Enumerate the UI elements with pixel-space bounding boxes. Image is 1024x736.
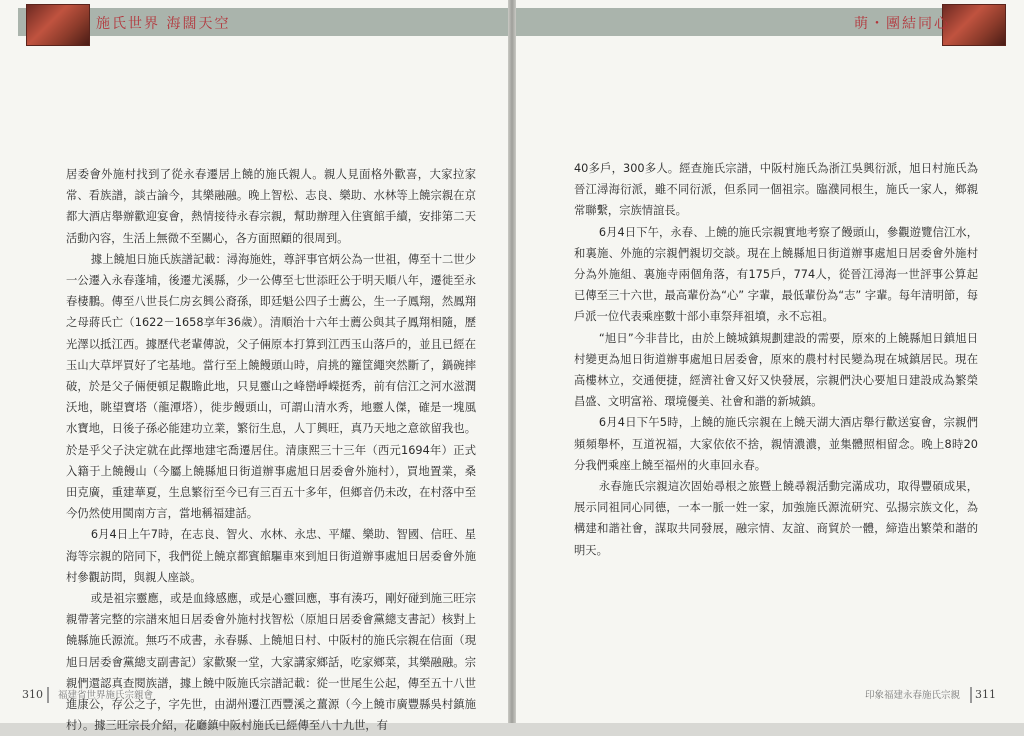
right-header-photo xyxy=(942,4,1006,46)
left-header-title: 施氏世界 海闊天空 xyxy=(96,16,231,32)
right-footer-rule xyxy=(970,687,972,703)
left-page xyxy=(0,0,508,733)
left-footer-rule xyxy=(47,687,49,703)
right-paragraph-3: “旭日”今非昔比，由於上饒城鎮規劃建設的需要，原來的上饒縣旭日鎮旭日村變更為旭日街道辦事處旭日居委會，原來的農村村民變為現在城鎮居民。現在高樓林立，交通便捷，經濟社會又好又快發展，宗親們決心要旭日建設成為繁榮昌盛、文明富裕、環境優美、社會和諧的新城鎮。 xyxy=(574,331,978,409)
left-footer-tag: 福建省世界施氏宗親會 xyxy=(58,690,154,701)
right-page-number: 311 xyxy=(975,688,996,701)
right-paragraph-1: 40多戶，300多人。經查施氏宗譜，中阪村施氏為浙江吳興衍派，旭日村施氏為晉江潯海衍派，雖不同衍派，但系同一個祖宗。臨濮同根生，施氏一家人，鄉親常聯繫，宗族情誼長。 xyxy=(574,162,978,218)
left-header-photo xyxy=(26,4,90,46)
left-footer xyxy=(22,687,159,703)
left-body-text xyxy=(66,164,476,736)
right-paragraph-2: 6月4日下午，永春、上饒的施氏宗親實地考察了饅頭山，參觀遊覽信江水，和裏施、外施的宗親們親切交談。現在上饒縣旭日街道辦事處旭日居委會外施村分為外施組、裏施寺兩個角落，有175戶，774人，從晉江潯海一世評事公算起已傳至三十六世，最高輩份為“心” 字輩，最低輩份為“志” 字輩。每年清明節，每戶派一位代表乘座數十部小車祭拜祖墳，永不忘祖。 xyxy=(574,225,978,324)
right-page xyxy=(516,0,1024,723)
right-header-title: 萌・團結同心 xyxy=(854,16,950,32)
right-footer xyxy=(859,687,996,703)
right-paragraph-5: 永春施氏宗親這次固始尋根之旅暨上饒尋親活動完滿成功，取得豐碩成果，展示同祖同心同德，一本一脈一姓一家，加強施氏源流研究、弘揚宗族文化，為構建和諧社會，謀取共同發展，融宗情、友誼、商貿於一體，締造出繁榮和諧的明天。 xyxy=(574,480,978,557)
left-paragraph-2: 據上饒旭日施氏族譜記載：潯海施姓，尊評事官炳公為一世祖，傳至十二世少一公遷入永春蓬埔，後遷尤溪縣，少一公傳至七世添旺公于明天順八年，遷徙至永春棲鵬。傳至八世長仁房玄興公裔孫，即廷魁公四子士薦公，生一子鳳翔，然鳳翔之母蔣氏亡（1622－1658享年36歲）。清順治十六年士薦公與其子鳳翔相隨，歷光澤以抵江西。據歷代老輩傳說，父子倆原本打算到江西玉山落戶的，並且已經在玉山大草坪買好了宅基地。當行至上饒饅頭山時，肩挑的籮筐繩突然斷了，鍋碗摔破，於是父子倆便頓足觀瞻此地，只見靈山之峰巒崢嶸挺秀，前有信江之河水滋潤沃地，眺望寶塔（龍潭塔），徙步饅頭山，可謂山清水秀，地靈人傑，確是一塊風水寶地，日後子孫必能建功立業，繁衍生息，人丁興旺，真乃天地之意欲留我也。於是乎父子決定就在此擇地建宅喬遷居住。清康熙三十三年（西元1694年）正式入籍于上饒饅山（今屬上饒縣旭日街道辦事處旭日居委會外施村），買地置業，桑田克廣，重建華夏，生息繁衍至今已有三百五十多年，但鄉音仍未改，在村落中至今仍然使用閩南方言，當地稱福建話。 xyxy=(66,252,476,521)
left-paragraph-1: 居委會外施村找到了從永春遷居上饒的施氏親人。親人見面格外歡喜，大家拉家常、看族譜，談古論今，其樂融融。晚上智松、志良、樂助、水林等上饒宗親在京都大酒店舉辦歡迎宴會，熱情接待永春宗親，幫助辦理入住賓館手續，安排第二天活動內容，生活上無微不至關心，各方面照顧的很周到。 xyxy=(66,168,476,245)
right-body-text xyxy=(574,158,978,561)
book-gutter xyxy=(508,0,516,723)
right-paragraph-4: 6月4日下午5時，上饒的施氏宗親在上饒天湖大酒店舉行歡送宴會，宗親們頻頻舉杯，互道祝福，大家依依不捨，親情濃濃，並集體照相留念。晚上8時20分我們乘座上饒至福州的火車回永春。 xyxy=(574,416,978,472)
left-header-band xyxy=(18,8,508,36)
left-page-number: 310 xyxy=(22,688,43,701)
left-paragraph-4: 或是祖宗靈應，或是血緣感應，或是心靈回應，事有湊巧，剛好碰到施三旺宗親帶著完整的宗譜來旭日居委會外施村找智松（原旭日居委會黨總支書記）核對上饒縣施氏源流。無巧不成書，永春縣、上饒旭日村、中阪村的施氏宗親在信面（現旭日居委會黨總支副書記）家歡聚一堂，大家講家鄉話，吃家鄉菜，其樂融融。宗親們還認真查閱族譜，據上饒中阪施氏宗譜記載：從一世尾生公起，傳至五十八世進康公，存公之子，字先世，由湖州遷江西豐溪之薑源（今上饒市廣豐縣吳村鎮施村）。據三旺宗長介紹，花廳鎮中阪村施氏已經傳至八十九世，有 xyxy=(66,592,476,733)
right-footer-tag: 印象福建永春施氏宗親 xyxy=(864,690,960,701)
left-paragraph-3: 6月4日上午7時，在志良、智火、水林、永忠、平耀、樂助、智國、信旺、星海等宗親的陪同下，我們從上饒京都賓館驅車來到旭日街道辦事處旭日居委會外施村參觀訪問，與親人座談。 xyxy=(66,528,476,584)
